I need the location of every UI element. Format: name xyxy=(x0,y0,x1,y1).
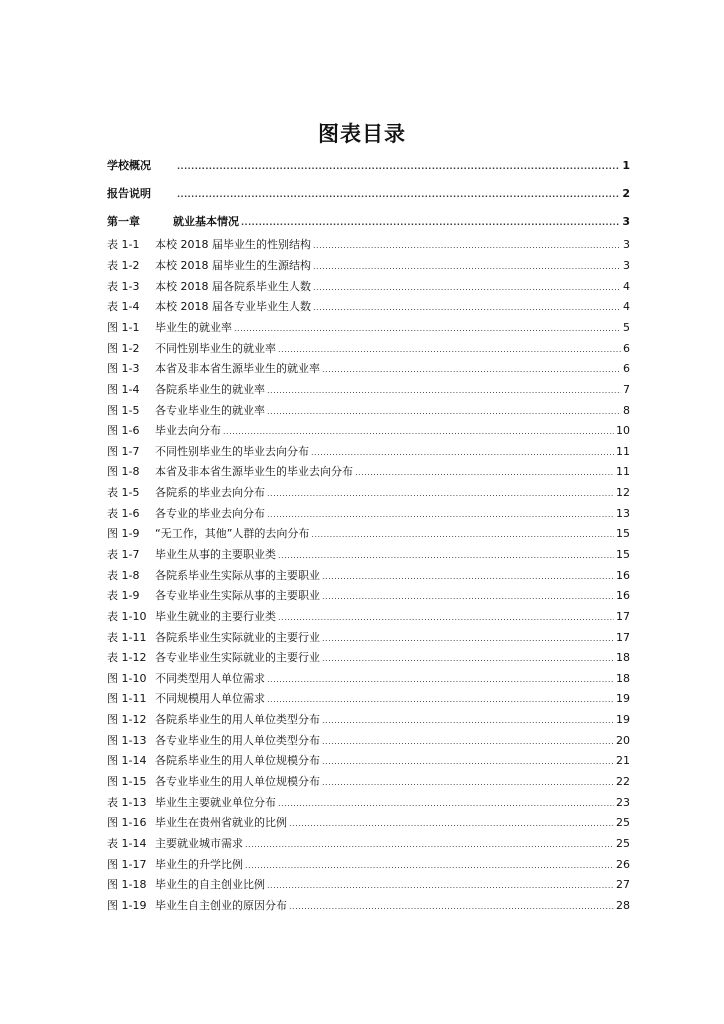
toc-entry[interactable] xyxy=(107,401,630,422)
dot-leader xyxy=(313,257,621,278)
toc-entry-label: 毕业生就业的主要行业类 xyxy=(155,609,276,623)
dot-leader xyxy=(355,463,614,484)
toc-entry-page-number: 13 xyxy=(616,506,630,520)
toc-entry-page-number: 17 xyxy=(616,609,630,623)
toc-entry-page-number: 25 xyxy=(616,816,630,830)
dot-leader xyxy=(289,897,614,918)
toc-entry[interactable] xyxy=(107,235,630,256)
toc-entry-label: 本校 2018 届毕业生的生源结构 xyxy=(155,259,311,273)
toc-entry-page-number: 25 xyxy=(616,836,630,850)
toc-entry[interactable] xyxy=(107,772,630,793)
toc-entry-number: 表 1-11 xyxy=(107,630,147,644)
toc-entry-page-number: 19 xyxy=(616,692,630,706)
toc-entry-page-number: 7 xyxy=(623,382,630,396)
toc-entry[interactable] xyxy=(107,875,630,896)
toc-entry-number: 图 1-2 xyxy=(107,341,140,355)
toc-entry[interactable] xyxy=(107,896,630,917)
toc-entry-page-number: 20 xyxy=(616,733,630,747)
dot-leader xyxy=(245,835,614,856)
toc-entry-number: 第一章 xyxy=(107,214,140,228)
toc-entry-label: 毕业生主要就业单位分布 xyxy=(155,795,276,809)
toc-entry-label: 毕业生在贵州省就业的比例 xyxy=(155,816,287,830)
toc-entry-number: 图 1-18 xyxy=(107,878,147,892)
dot-leader xyxy=(322,752,614,773)
toc-entry-page-number: 17 xyxy=(616,630,630,644)
toc-entry-number: 表 1-1 xyxy=(107,238,140,252)
toc-entry[interactable] xyxy=(107,545,630,566)
toc-entry-page-number: 5 xyxy=(623,320,630,334)
dot-leader xyxy=(245,856,614,877)
toc-entry[interactable] xyxy=(107,607,630,628)
toc-entry-label: 学校概况 xyxy=(107,159,151,172)
toc-entry-label: 各院系的毕业去向分布 xyxy=(155,486,265,500)
toc-entry-number: 图 1-13 xyxy=(107,733,147,747)
toc-entry[interactable] xyxy=(107,648,630,669)
toc-entry-label: 毕业生自主创业的原因分布 xyxy=(155,898,287,912)
toc-entry-page-number: 3 xyxy=(623,238,630,252)
toc-entry[interactable] xyxy=(107,504,630,525)
toc-entry-page-number: 27 xyxy=(616,878,630,892)
toc-entry-label: 本校 2018 届毕业生的性别结构 xyxy=(155,238,311,252)
toc-entry-label: 报告说明 xyxy=(107,186,151,200)
dot-leader xyxy=(267,381,621,402)
toc-entry-number: 图 1-19 xyxy=(107,898,147,912)
toc-entry-label: 毕业生的升学比例 xyxy=(155,857,243,871)
dot-leader xyxy=(322,732,614,753)
toc-entry-number: 图 1-5 xyxy=(107,403,140,417)
toc-entry[interactable] xyxy=(107,813,630,834)
dot-leader xyxy=(267,690,614,711)
toc-entry[interactable] xyxy=(107,586,630,607)
toc-entry[interactable] xyxy=(107,483,630,504)
toc-entry[interactable] xyxy=(107,751,630,772)
toc-entry-page-number: 4 xyxy=(623,300,630,314)
toc-entry[interactable] xyxy=(107,277,630,298)
toc-entry-number: 表 1-13 xyxy=(107,795,147,809)
dot-leader xyxy=(234,319,621,340)
toc-entry-page-number: 11 xyxy=(616,465,630,479)
dot-leader xyxy=(267,505,614,526)
toc-entry-page-number: 16 xyxy=(616,589,630,603)
toc-entry-number: 图 1-4 xyxy=(107,382,140,396)
toc-entry-label: 不同性别毕业生的就业率 xyxy=(155,341,276,355)
dot-leader xyxy=(267,402,621,423)
toc-entry-number: 图 1-8 xyxy=(107,465,140,479)
toc-entry-number: 图 1-9 xyxy=(107,527,140,541)
toc-entry[interactable] xyxy=(107,180,630,208)
toc-entry-label: 本省及非本省生源毕业生的毕业去向分布 xyxy=(155,465,353,479)
dot-leader xyxy=(278,608,614,629)
toc-entry[interactable] xyxy=(107,208,630,236)
toc-entry-number: 图 1-3 xyxy=(107,362,140,376)
dot-leader xyxy=(322,587,614,608)
toc-entry-number: 图 1-16 xyxy=(107,816,147,830)
toc-entry-number: 表 1-2 xyxy=(107,259,140,273)
toc-entry[interactable] xyxy=(107,689,630,710)
toc-entry[interactable] xyxy=(107,297,630,318)
dot-leader xyxy=(313,236,621,257)
table-of-contents xyxy=(107,152,630,917)
toc-entry-page-number: 21 xyxy=(616,754,630,768)
toc-entry[interactable] xyxy=(107,359,630,380)
toc-entry-number: 图 1-10 xyxy=(107,671,147,685)
toc-entry-number: 图 1-15 xyxy=(107,775,147,789)
page-title: 图表目录 xyxy=(318,122,406,146)
toc-entry-number: 图 1-17 xyxy=(107,857,147,871)
toc-entry-label: 各院系毕业生的用人单位规模分布 xyxy=(155,754,320,768)
toc-entry-page-number: 22 xyxy=(616,775,630,789)
toc-entry-label: 各专业毕业生的就业率 xyxy=(155,403,265,417)
toc-entry[interactable] xyxy=(107,256,630,277)
toc-entry[interactable] xyxy=(107,793,630,814)
dot-leader xyxy=(278,794,614,815)
dot-leader xyxy=(177,153,620,181)
toc-entry-label: 就业基本情况 xyxy=(173,214,239,228)
toc-entry[interactable] xyxy=(107,731,630,752)
toc-entry[interactable] xyxy=(107,442,630,463)
toc-entry[interactable] xyxy=(107,834,630,855)
dot-leader xyxy=(322,649,614,670)
dot-leader xyxy=(267,670,614,691)
toc-entry-number: 表 1-3 xyxy=(107,279,140,293)
toc-entry-label: 不同规模用人单位需求 xyxy=(155,692,265,706)
toc-entry[interactable] xyxy=(107,152,630,180)
dot-leader xyxy=(241,209,620,237)
toc-entry-page-number: 19 xyxy=(616,713,630,727)
toc-entry-page-number: 6 xyxy=(623,341,630,355)
toc-entry[interactable] xyxy=(107,421,630,442)
dot-leader xyxy=(278,340,621,361)
toc-entry-page-number: 4 xyxy=(623,279,630,293)
toc-entry-number: 表 1-9 xyxy=(107,589,140,603)
toc-entry-page-number: 23 xyxy=(616,795,630,809)
toc-entry-page-number: 3 xyxy=(623,259,630,273)
toc-entry-label: 毕业生的自主创业比例 xyxy=(155,878,265,892)
toc-entry-label: 各院系毕业生实际从事的主要职业 xyxy=(155,568,320,582)
toc-entry-label: 毕业去向分布 xyxy=(155,424,221,438)
toc-entry[interactable] xyxy=(107,524,630,545)
dot-leader xyxy=(322,629,614,650)
toc-entry-label: 各专业毕业生的用人单位类型分布 xyxy=(155,733,320,747)
toc-entry-label: 主要就业城市需求 xyxy=(155,836,243,850)
toc-entry-label: 各专业的毕业去向分布 xyxy=(155,506,265,520)
dot-leader xyxy=(267,876,614,897)
toc-entry-label: 各院系毕业生的就业率 xyxy=(155,382,265,396)
toc-entry-number: 表 1-7 xyxy=(107,548,140,561)
toc-entry[interactable] xyxy=(107,855,630,876)
toc-entry-number: 图 1-11 xyxy=(107,692,147,706)
toc-entry-number: 图 1-7 xyxy=(107,444,140,458)
toc-entry-page-number: 15 xyxy=(616,527,630,541)
dot-leader xyxy=(311,525,614,546)
dot-leader xyxy=(322,360,621,381)
toc-entry-spacer xyxy=(107,152,175,180)
toc-entry-label: 不同类型用人单位需求 xyxy=(155,671,265,685)
toc-entry-page-number: 6 xyxy=(623,362,630,376)
toc-entry-label: “无工作，其他”人群的去向分布 xyxy=(155,527,310,541)
toc-entry-page-number: 28 xyxy=(616,898,630,912)
toc-entry[interactable] xyxy=(107,462,630,483)
toc-entry[interactable] xyxy=(107,710,630,731)
toc-entry-label: 各专业毕业生的用人单位规模分布 xyxy=(155,775,320,789)
toc-entry-page-number: 15 xyxy=(616,548,630,561)
toc-entry-label: 各院系毕业生的用人单位类型分布 xyxy=(155,713,320,727)
toc-entry-label: 各专业毕业生实际就业的主要行业 xyxy=(155,651,320,665)
toc-entry[interactable] xyxy=(107,339,630,360)
toc-entry-label: 本省及非本省生源毕业生的就业率 xyxy=(155,362,320,376)
toc-entry[interactable] xyxy=(107,318,630,339)
toc-entry-page-number: 10 xyxy=(616,424,630,438)
toc-entry[interactable] xyxy=(107,380,630,401)
toc-entry-page-number: 2 xyxy=(622,186,630,200)
toc-entry-page-number: 1 xyxy=(622,159,630,172)
dot-leader xyxy=(322,773,614,794)
toc-entry-label: 各专业毕业生实际从事的主要职业 xyxy=(155,589,320,603)
toc-entry-label: 本校 2018 届各专业毕业生人数 xyxy=(155,300,311,314)
toc-entry-page-number: 8 xyxy=(623,403,630,417)
toc-entry-number: 表 1-6 xyxy=(107,506,140,520)
toc-entry-page-number: 3 xyxy=(622,214,630,228)
toc-entry-page-number: 18 xyxy=(616,671,630,685)
toc-entry-page-number: 16 xyxy=(616,568,630,582)
toc-entry-page-number: 11 xyxy=(616,444,630,458)
dot-leader xyxy=(223,422,614,443)
toc-entry-label: 各院系毕业生实际就业的主要行业 xyxy=(155,630,320,644)
toc-entry-number: 图 1-1 xyxy=(107,320,140,334)
toc-entry-label: 本校 2018 届各院系毕业生人数 xyxy=(155,279,311,293)
dot-leader xyxy=(289,814,614,835)
toc-entry-number: 图 1-12 xyxy=(107,713,147,727)
toc-entry[interactable] xyxy=(107,628,630,649)
dot-leader xyxy=(313,278,621,299)
dot-leader xyxy=(311,443,614,464)
toc-entry-number: 表 1-8 xyxy=(107,568,140,582)
dot-leader xyxy=(322,711,614,732)
dot-leader xyxy=(278,546,614,567)
toc-entry-page-number: 26 xyxy=(616,857,630,871)
toc-entry-number: 表 1-10 xyxy=(107,609,147,623)
toc-entry-page-number: 18 xyxy=(616,651,630,665)
toc-entry[interactable] xyxy=(107,566,630,587)
toc-entry-number: 表 1-4 xyxy=(107,300,140,314)
dot-leader xyxy=(313,298,621,319)
toc-entry-number: 表 1-5 xyxy=(107,486,140,500)
dot-leader xyxy=(267,484,614,505)
toc-entry-label: 毕业生从事的主要职业类 xyxy=(155,548,276,561)
toc-entry-page-number: 12 xyxy=(616,486,630,500)
toc-entry-number: 表 1-14 xyxy=(107,836,147,850)
toc-entry-number: 表 1-12 xyxy=(107,651,147,665)
toc-entry-number: 图 1-6 xyxy=(107,424,140,438)
toc-entry-number: 图 1-14 xyxy=(107,754,147,768)
toc-entry-label: 毕业生的就业率 xyxy=(155,320,232,334)
toc-entry-spacer xyxy=(107,180,175,208)
toc-entry-label: 不同性别毕业生的毕业去向分布 xyxy=(155,444,309,458)
dot-leader xyxy=(322,567,614,588)
toc-entry[interactable] xyxy=(107,669,630,690)
dot-leader xyxy=(177,181,620,209)
